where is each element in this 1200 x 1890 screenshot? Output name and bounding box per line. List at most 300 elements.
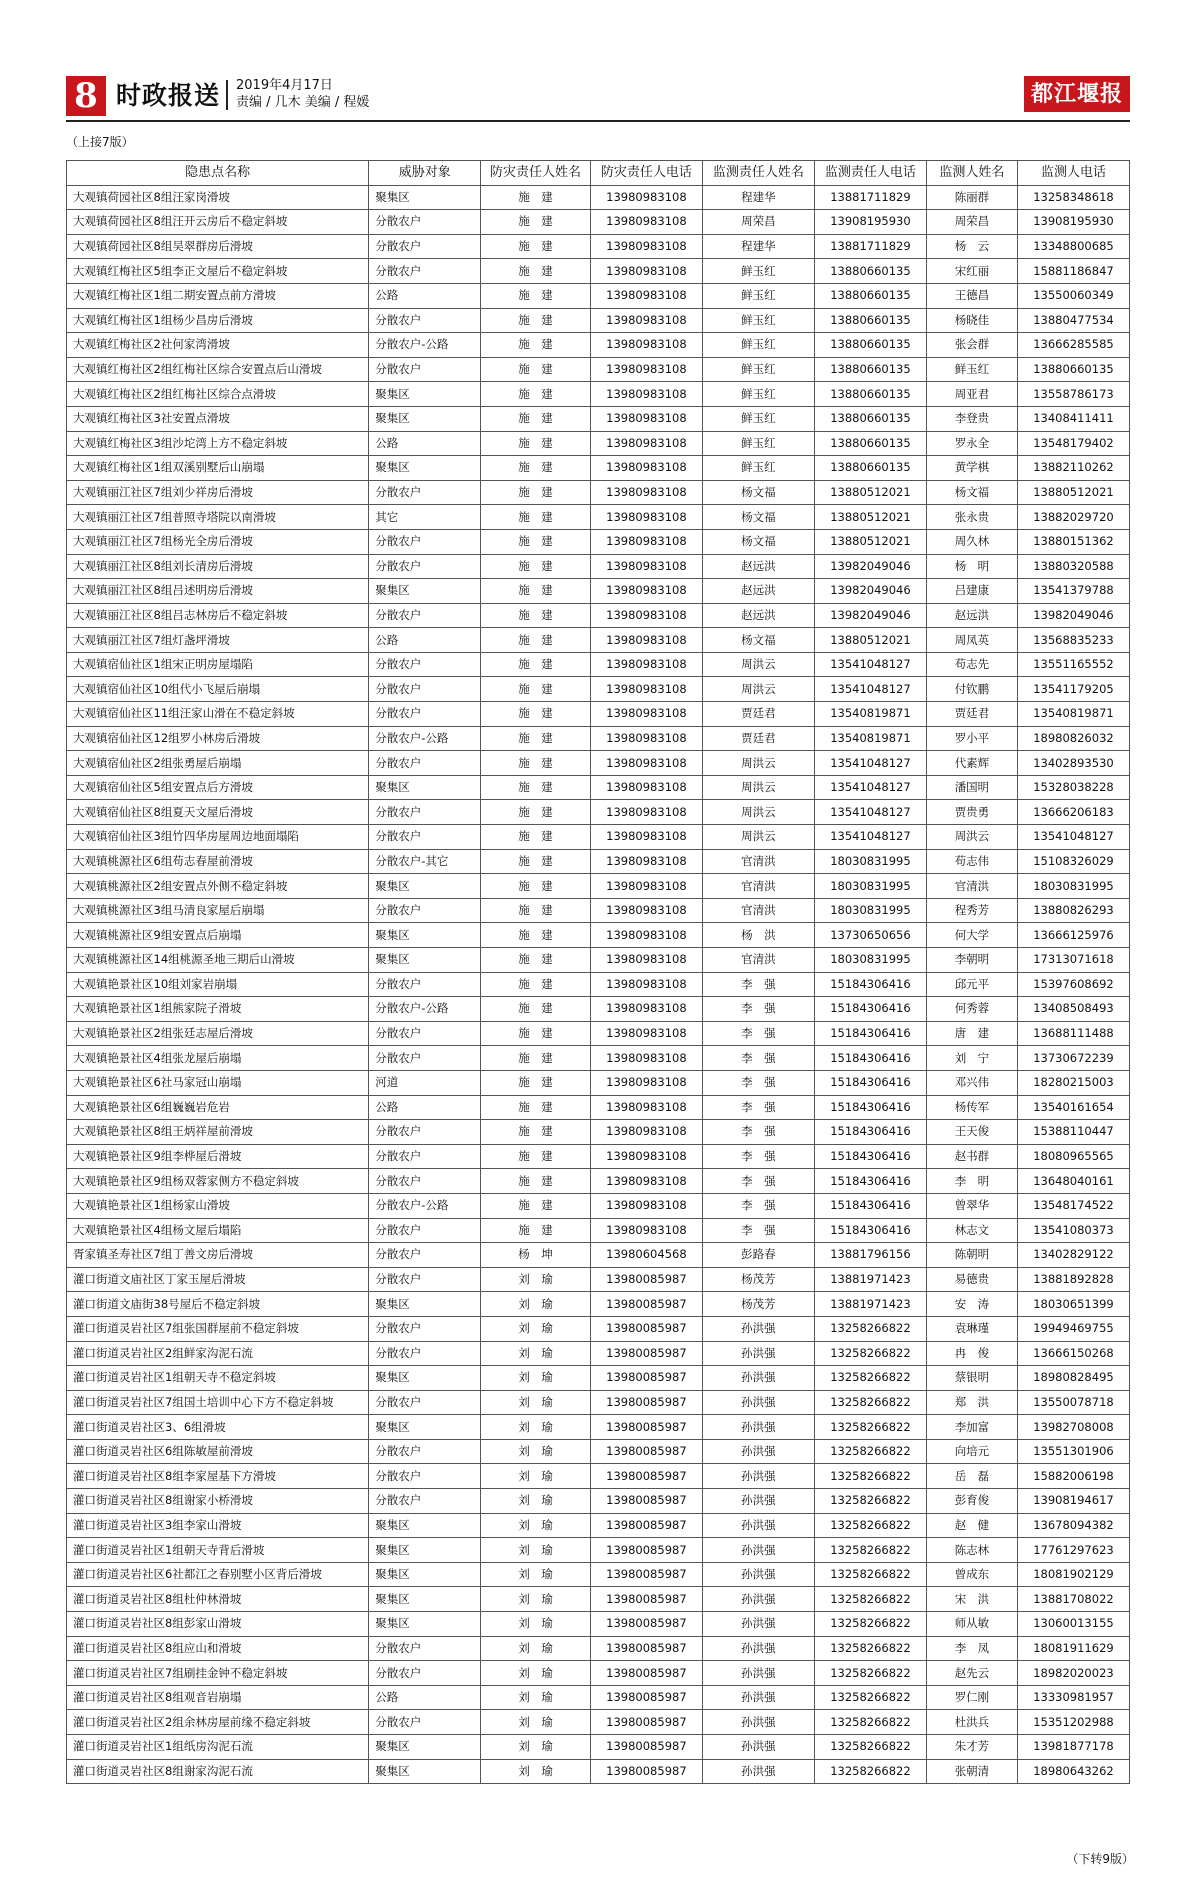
disaster-lead-phone-cell: 13980983108 (590, 1193, 702, 1218)
hazard-name-cell: 大观镇荷园社区8组汪家岗滑坡 (67, 185, 369, 210)
disaster-lead-name-cell: 刘 瑜 (481, 1513, 591, 1538)
monitor-lead-name-cell: 官清洪 (702, 874, 814, 899)
disaster-lead-phone-cell: 13980085987 (590, 1587, 702, 1612)
table-row (67, 554, 1130, 579)
monitor-name-cell: 贾廷君 (926, 702, 1017, 727)
disaster-lead-name-cell: 施 建 (481, 283, 591, 308)
monitor-phone-cell: 13348800685 (1017, 234, 1129, 259)
monitor-lead-phone-cell: 15184306416 (814, 1169, 926, 1194)
threat-target-cell: 分散农户 (369, 1243, 481, 1268)
monitor-phone-cell: 15882006198 (1017, 1464, 1129, 1489)
hazard-name-cell: 大观镇艳景社区10组刘家岩崩塌 (67, 972, 369, 997)
table-row (67, 972, 1130, 997)
table-row (67, 948, 1130, 973)
disaster-lead-phone-cell: 13980983108 (590, 1218, 702, 1243)
monitor-lead-phone-cell: 13982049046 (814, 554, 926, 579)
threat-target-cell: 分散农户 (369, 603, 481, 628)
monitor-lead-name-cell: 鲜玉红 (702, 333, 814, 358)
table-row (67, 1267, 1130, 1292)
disaster-lead-name-cell: 刘 瑜 (481, 1464, 591, 1489)
threat-target-cell: 分散农户 (369, 1710, 481, 1735)
table-row (67, 702, 1130, 727)
disaster-lead-name-cell: 刘 瑜 (481, 1366, 591, 1391)
monitor-lead-phone-cell: 13258266822 (814, 1341, 926, 1366)
threat-target-cell: 聚集区 (369, 923, 481, 948)
hazard-name-cell: 大观镇艳景社区8组王炳祥屋前滑坡 (67, 1120, 369, 1145)
threat-target-cell: 聚集区 (369, 406, 481, 431)
table-header-row (67, 161, 1130, 186)
table-row (67, 1636, 1130, 1661)
monitor-lead-name-cell: 鲜玉红 (702, 283, 814, 308)
disaster-lead-name-cell: 施 建 (481, 1046, 591, 1071)
monitor-name-cell: 宋 洪 (926, 1587, 1017, 1612)
hazard-name-cell: 灌口街道灵岩社区3组李家山滑坡 (67, 1513, 369, 1538)
monitor-lead-name-cell: 孙洪强 (702, 1489, 814, 1514)
monitor-lead-phone-cell: 13258266822 (814, 1390, 926, 1415)
threat-target-cell: 其它 (369, 505, 481, 530)
table-row (67, 997, 1130, 1022)
monitor-phone-cell: 13258348618 (1017, 185, 1129, 210)
table-row (67, 1120, 1130, 1145)
monitor-lead-name-cell: 周洪云 (702, 825, 814, 850)
disaster-lead-name-cell: 杨 坤 (481, 1243, 591, 1268)
disaster-lead-phone-cell: 13980983108 (590, 849, 702, 874)
monitor-lead-name-cell: 孙洪强 (702, 1464, 814, 1489)
table-row (67, 529, 1130, 554)
table-row (67, 1021, 1130, 1046)
disaster-lead-phone-cell: 13980085987 (590, 1489, 702, 1514)
disaster-lead-phone-cell: 13980085987 (590, 1316, 702, 1341)
disaster-lead-phone-cell: 13980983108 (590, 357, 702, 382)
threat-target-cell: 分散农户 (369, 677, 481, 702)
monitor-lead-name-cell: 杨 洪 (702, 923, 814, 948)
table-row (67, 1489, 1130, 1514)
monitor-lead-phone-cell: 13880512021 (814, 480, 926, 505)
disaster-lead-name-cell: 刘 瑜 (481, 1489, 591, 1514)
disaster-lead-phone-cell: 13980983108 (590, 456, 702, 481)
monitor-phone-cell: 13908194617 (1017, 1489, 1129, 1514)
monitor-lead-phone-cell: 15184306416 (814, 1144, 926, 1169)
monitor-lead-phone-cell: 13881971423 (814, 1267, 926, 1292)
table-row (67, 1513, 1130, 1538)
hazard-name-cell: 大观镇红梅社区1组杨少昌房后滑坡 (67, 308, 369, 333)
monitor-phone-cell: 13882110262 (1017, 456, 1129, 481)
hazard-name-cell: 大观镇桃源社区3组马清良家屋后崩塌 (67, 898, 369, 923)
monitor-name-cell: 安 涛 (926, 1292, 1017, 1317)
monitor-lead-name-cell: 赵远洪 (702, 554, 814, 579)
disaster-lead-name-cell: 刘 瑜 (481, 1612, 591, 1637)
monitor-lead-name-cell: 孙洪强 (702, 1316, 814, 1341)
monitor-name-cell: 岳 磊 (926, 1464, 1017, 1489)
hazard-name-cell: 大观镇红梅社区1组二期安置点前方滑坡 (67, 283, 369, 308)
disaster-lead-name-cell: 刘 瑜 (481, 1415, 591, 1440)
monitor-lead-phone-cell: 13982049046 (814, 603, 926, 628)
monitor-name-cell: 黄学棋 (926, 456, 1017, 481)
monitor-lead-name-cell: 贾廷君 (702, 726, 814, 751)
monitor-name-cell: 程秀芳 (926, 898, 1017, 923)
disaster-lead-name-cell: 施 建 (481, 849, 591, 874)
monitor-phone-cell: 13881892828 (1017, 1267, 1129, 1292)
hazard-name-cell: 灌口街道灵岩社区8组观音岩崩塌 (67, 1685, 369, 1710)
monitor-lead-name-cell: 程建华 (702, 234, 814, 259)
threat-target-cell: 聚集区 (369, 456, 481, 481)
disaster-lead-phone-cell: 13980085987 (590, 1366, 702, 1391)
monitor-name-cell: 唐 建 (926, 1021, 1017, 1046)
monitor-lead-phone-cell: 13880660135 (814, 456, 926, 481)
threat-target-cell: 分散农户 (369, 234, 481, 259)
table-row (67, 1070, 1130, 1095)
monitor-lead-name-cell: 孙洪强 (702, 1366, 814, 1391)
monitor-name-cell: 陈志林 (926, 1538, 1017, 1563)
disaster-lead-phone-cell: 13980085987 (590, 1513, 702, 1538)
table-row (67, 1366, 1130, 1391)
monitor-name-cell: 曾成东 (926, 1562, 1017, 1587)
hazard-name-cell: 大观镇丽江社区7组刘少祥房后滑坡 (67, 480, 369, 505)
monitor-lead-phone-cell: 13540819871 (814, 702, 926, 727)
monitor-lead-name-cell: 周洪云 (702, 677, 814, 702)
threat-target-cell: 聚集区 (369, 1538, 481, 1563)
disaster-lead-name-cell: 施 建 (481, 406, 591, 431)
monitor-phone-cell: 13408508493 (1017, 997, 1129, 1022)
monitor-lead-phone-cell: 18030831995 (814, 874, 926, 899)
table-row (67, 726, 1130, 751)
threat-target-cell: 公路 (369, 283, 481, 308)
column-header: 监测责任人姓名 (702, 161, 814, 186)
table-row (67, 923, 1130, 948)
disaster-lead-name-cell: 施 建 (481, 948, 591, 973)
table-row (67, 1661, 1130, 1686)
monitor-lead-phone-cell: 13258266822 (814, 1636, 926, 1661)
disaster-lead-name-cell: 施 建 (481, 1021, 591, 1046)
disaster-lead-name-cell: 施 建 (481, 702, 591, 727)
monitor-phone-cell: 13880151362 (1017, 529, 1129, 554)
monitor-phone-cell: 13541379788 (1017, 579, 1129, 604)
monitor-phone-cell: 13402829122 (1017, 1243, 1129, 1268)
disaster-lead-phone-cell: 13980983108 (590, 1120, 702, 1145)
monitor-lead-name-cell: 孙洪强 (702, 1341, 814, 1366)
monitor-lead-name-cell: 孙洪强 (702, 1759, 814, 1784)
table-row (67, 259, 1130, 284)
table-row (67, 333, 1130, 358)
disaster-lead-name-cell: 施 建 (481, 825, 591, 850)
disaster-lead-name-cell: 施 建 (481, 603, 591, 628)
monitor-phone-cell: 18030651399 (1017, 1292, 1129, 1317)
table-row (67, 1390, 1130, 1415)
table-row (67, 579, 1130, 604)
disaster-lead-phone-cell: 13980983108 (590, 283, 702, 308)
header-meta (236, 77, 369, 111)
monitor-lead-name-cell: 杨文福 (702, 529, 814, 554)
hazard-name-cell: 大观镇桃源社区6组苟志春屋前滑坡 (67, 849, 369, 874)
table-row (67, 406, 1130, 431)
monitor-lead-name-cell: 彭路春 (702, 1243, 814, 1268)
disaster-lead-phone-cell: 13980085987 (590, 1415, 702, 1440)
hazard-name-cell: 灌口街道灵岩社区8组谢家沟泥石流 (67, 1759, 369, 1784)
monitor-lead-phone-cell: 13880660135 (814, 357, 926, 382)
threat-target-cell: 分散农户 (369, 529, 481, 554)
disaster-lead-name-cell: 施 建 (481, 234, 591, 259)
monitor-name-cell: 贾贵勇 (926, 800, 1017, 825)
hazard-name-cell: 大观镇红梅社区5组李正文屋后不稳定斜坡 (67, 259, 369, 284)
monitor-lead-name-cell: 孙洪强 (702, 1685, 814, 1710)
monitor-lead-name-cell: 李 强 (702, 1193, 814, 1218)
monitor-lead-name-cell: 孙洪强 (702, 1415, 814, 1440)
table-row (67, 1735, 1130, 1760)
threat-target-cell: 聚集区 (369, 1759, 481, 1784)
disaster-lead-phone-cell: 13980983108 (590, 726, 702, 751)
disaster-lead-phone-cell: 13980085987 (590, 1292, 702, 1317)
monitor-lead-name-cell: 杨茂芳 (702, 1292, 814, 1317)
threat-target-cell: 分散农户 (369, 1120, 481, 1145)
monitor-lead-phone-cell: 13258266822 (814, 1562, 926, 1587)
monitor-name-cell: 杨 云 (926, 234, 1017, 259)
monitor-phone-cell: 13880512021 (1017, 480, 1129, 505)
disaster-lead-phone-cell: 13980085987 (590, 1735, 702, 1760)
disaster-lead-phone-cell: 13980983108 (590, 382, 702, 407)
monitor-name-cell: 周荣昌 (926, 210, 1017, 235)
monitor-phone-cell: 13880660135 (1017, 357, 1129, 382)
disaster-lead-name-cell: 刘 瑜 (481, 1341, 591, 1366)
table-row (67, 283, 1130, 308)
monitor-name-cell: 张永贵 (926, 505, 1017, 530)
monitor-lead-name-cell: 李 强 (702, 1218, 814, 1243)
monitor-lead-phone-cell: 13258266822 (814, 1538, 926, 1563)
monitor-name-cell: 吕建康 (926, 579, 1017, 604)
monitor-lead-phone-cell: 13258266822 (814, 1710, 926, 1735)
monitor-lead-phone-cell: 15184306416 (814, 1218, 926, 1243)
threat-target-cell: 公路 (369, 628, 481, 653)
hazard-name-cell: 大观镇宿仙社区11组汪家山滑在不稳定斜坡 (67, 702, 369, 727)
disaster-lead-name-cell: 施 建 (481, 357, 591, 382)
monitor-lead-phone-cell: 15184306416 (814, 1046, 926, 1071)
hazard-name-cell: 灌口街道灵岩社区7组国土培训中心下方不稳定斜坡 (67, 1390, 369, 1415)
monitor-lead-phone-cell: 13880512021 (814, 529, 926, 554)
threat-target-cell: 河道 (369, 1070, 481, 1095)
monitor-phone-cell: 13330981957 (1017, 1685, 1129, 1710)
monitor-lead-name-cell: 官清洪 (702, 849, 814, 874)
threat-target-cell: 分散农户 (369, 1144, 481, 1169)
threat-target-cell: 分散农户 (369, 972, 481, 997)
monitor-name-cell: 罗永全 (926, 431, 1017, 456)
hazard-name-cell: 灌口街道灵岩社区8组应山和滑坡 (67, 1636, 369, 1661)
hazard-name-cell: 大观镇宿仙社区8组夏天文屋后滑坡 (67, 800, 369, 825)
disaster-lead-phone-cell: 13980983108 (590, 554, 702, 579)
monitor-lead-name-cell: 周洪云 (702, 800, 814, 825)
monitor-phone-cell: 13540819871 (1017, 702, 1129, 727)
threat-target-cell: 分散农户 (369, 1341, 481, 1366)
hazard-name-cell: 大观镇荷园社区8组汪开云房后不稳定斜坡 (67, 210, 369, 235)
disaster-lead-phone-cell: 13980085987 (590, 1267, 702, 1292)
monitor-name-cell: 易德贵 (926, 1267, 1017, 1292)
disaster-lead-phone-cell: 13980983108 (590, 775, 702, 800)
column-header: 隐患点名称 (67, 161, 369, 186)
disaster-lead-name-cell: 施 建 (481, 308, 591, 333)
hazard-name-cell: 灌口街道灵岩社区1组朝天寺背后滑坡 (67, 1538, 369, 1563)
monitor-phone-cell: 18030831995 (1017, 874, 1129, 899)
hazard-name-cell: 大观镇丽江社区8组吕述明房后滑坡 (67, 579, 369, 604)
table-row (67, 431, 1130, 456)
monitor-phone-cell: 13880477534 (1017, 308, 1129, 333)
monitor-lead-name-cell: 鲜玉红 (702, 308, 814, 333)
monitor-name-cell: 杨晓佳 (926, 308, 1017, 333)
table-row (67, 1415, 1130, 1440)
disaster-lead-name-cell: 刘 瑜 (481, 1710, 591, 1735)
disaster-lead-name-cell: 施 建 (481, 259, 591, 284)
disaster-lead-phone-cell: 13980085987 (590, 1538, 702, 1563)
disaster-lead-name-cell: 刘 瑜 (481, 1267, 591, 1292)
monitor-lead-name-cell: 鲜玉红 (702, 431, 814, 456)
hazard-name-cell: 灌口街道灵岩社区2组鲜家沟泥石流 (67, 1341, 369, 1366)
disaster-lead-phone-cell: 13980983108 (590, 431, 702, 456)
hazard-name-cell: 灌口街道文庙街38号屋后不稳定斜坡 (67, 1292, 369, 1317)
monitor-name-cell: 彭育俊 (926, 1489, 1017, 1514)
monitor-phone-cell: 18980826032 (1017, 726, 1129, 751)
threat-target-cell: 分散农户-公路 (369, 333, 481, 358)
monitor-lead-phone-cell: 13881971423 (814, 1292, 926, 1317)
newspaper-logo: 都江堰报 (1024, 76, 1130, 112)
monitor-lead-phone-cell: 13730650656 (814, 923, 926, 948)
monitor-name-cell: 朱才芳 (926, 1735, 1017, 1760)
disaster-lead-phone-cell: 13980983108 (590, 898, 702, 923)
hazard-name-cell: 大观镇艳景社区4组杨文屋后塌陷 (67, 1218, 369, 1243)
threat-target-cell: 分散农户 (369, 825, 481, 850)
disaster-lead-name-cell: 施 建 (481, 874, 591, 899)
monitor-lead-phone-cell: 15184306416 (814, 1120, 926, 1145)
monitor-lead-phone-cell: 13258266822 (814, 1661, 926, 1686)
monitor-lead-phone-cell: 13258266822 (814, 1439, 926, 1464)
table-row (67, 1169, 1130, 1194)
monitor-lead-phone-cell: 15184306416 (814, 1095, 926, 1120)
monitor-name-cell: 周久林 (926, 529, 1017, 554)
monitor-name-cell: 付钦鹏 (926, 677, 1017, 702)
disaster-lead-phone-cell: 13980983108 (590, 677, 702, 702)
disaster-lead-phone-cell: 13980085987 (590, 1759, 702, 1784)
monitor-lead-phone-cell: 13982049046 (814, 579, 926, 604)
hazard-name-cell: 胥家镇圣寿社区7组丁善文房后滑坡 (67, 1243, 369, 1268)
hazard-name-cell: 大观镇艳景社区6组巍巍岩危岩 (67, 1095, 369, 1120)
disaster-lead-name-cell: 施 建 (481, 677, 591, 702)
table-row (67, 210, 1130, 235)
table-row (67, 1562, 1130, 1587)
monitor-lead-phone-cell: 15184306416 (814, 997, 926, 1022)
header-rule (66, 120, 1130, 122)
monitor-name-cell: 杨传军 (926, 1095, 1017, 1120)
disaster-lead-name-cell: 施 建 (481, 775, 591, 800)
table-row (67, 1144, 1130, 1169)
monitor-phone-cell: 13678094382 (1017, 1513, 1129, 1538)
monitor-phone-cell: 13908195930 (1017, 210, 1129, 235)
hazard-name-cell: 灌口街道灵岩社区8组杜仲林滑坡 (67, 1587, 369, 1612)
table-row (67, 1464, 1130, 1489)
monitor-name-cell: 王天俊 (926, 1120, 1017, 1145)
threat-target-cell: 分散农户-公路 (369, 997, 481, 1022)
monitor-lead-phone-cell: 13258266822 (814, 1513, 926, 1538)
monitor-phone-cell: 15397608692 (1017, 972, 1129, 997)
monitor-name-cell: 赵远洪 (926, 603, 1017, 628)
monitor-lead-name-cell: 孙洪强 (702, 1562, 814, 1587)
threat-target-cell: 分散农户-公路 (369, 1193, 481, 1218)
monitor-phone-cell: 13548179402 (1017, 431, 1129, 456)
hazard-name-cell: 大观镇艳景社区1组杨家山滑坡 (67, 1193, 369, 1218)
threat-target-cell: 分散农户 (369, 480, 481, 505)
monitor-lead-phone-cell: 15184306416 (814, 1193, 926, 1218)
disaster-lead-phone-cell: 13980085987 (590, 1464, 702, 1489)
monitor-phone-cell: 13568835233 (1017, 628, 1129, 653)
hazard-name-cell: 大观镇丽江社区7组灯盏坪滑坡 (67, 628, 369, 653)
monitor-lead-phone-cell: 13880660135 (814, 283, 926, 308)
monitor-lead-phone-cell: 13258266822 (814, 1759, 926, 1784)
column-header: 监测人姓名 (926, 161, 1017, 186)
monitor-phone-cell: 13548174522 (1017, 1193, 1129, 1218)
disaster-lead-phone-cell: 13980085987 (590, 1341, 702, 1366)
disaster-lead-name-cell: 刘 瑜 (481, 1292, 591, 1317)
monitor-name-cell: 袁琳瑾 (926, 1316, 1017, 1341)
monitor-lead-name-cell: 孙洪强 (702, 1587, 814, 1612)
column-header: 防灾责任人姓名 (481, 161, 591, 186)
threat-target-cell: 分散农户 (369, 1390, 481, 1415)
table-row (67, 1710, 1130, 1735)
page-header (66, 76, 1130, 116)
monitor-lead-name-cell: 鲜玉红 (702, 259, 814, 284)
disaster-lead-phone-cell: 13980983108 (590, 628, 702, 653)
monitor-name-cell: 曾翠华 (926, 1193, 1017, 1218)
monitor-lead-name-cell: 赵远洪 (702, 579, 814, 604)
monitor-lead-phone-cell: 13258266822 (814, 1612, 926, 1637)
disaster-lead-phone-cell: 13980983108 (590, 751, 702, 776)
disaster-lead-name-cell: 施 建 (481, 923, 591, 948)
table-row (67, 185, 1130, 210)
monitor-phone-cell: 13541048127 (1017, 825, 1129, 850)
monitor-name-cell: 冉 俊 (926, 1341, 1017, 1366)
hazard-name-cell: 灌口街道灵岩社区1组纸房沟泥石流 (67, 1735, 369, 1760)
hazard-name-cell: 大观镇宿仙社区2组张勇屋后崩塌 (67, 751, 369, 776)
disaster-lead-name-cell: 施 建 (481, 1169, 591, 1194)
disaster-lead-name-cell: 施 建 (481, 628, 591, 653)
monitor-lead-phone-cell: 13541048127 (814, 825, 926, 850)
monitor-phone-cell: 19949469755 (1017, 1316, 1129, 1341)
monitor-lead-phone-cell: 13880512021 (814, 505, 926, 530)
threat-target-cell: 公路 (369, 1685, 481, 1710)
threat-target-cell: 分散农户 (369, 1169, 481, 1194)
monitor-name-cell: 罗小平 (926, 726, 1017, 751)
threat-target-cell: 分散农户 (369, 308, 481, 333)
monitor-lead-phone-cell: 13258266822 (814, 1735, 926, 1760)
monitor-phone-cell: 18980643262 (1017, 1759, 1129, 1784)
monitor-phone-cell: 13551165552 (1017, 652, 1129, 677)
monitor-phone-cell: 13881708022 (1017, 1587, 1129, 1612)
monitor-phone-cell: 13730672239 (1017, 1046, 1129, 1071)
monitor-name-cell: 杨 明 (926, 554, 1017, 579)
disaster-lead-name-cell: 刘 瑜 (481, 1316, 591, 1341)
monitor-name-cell: 苟志伟 (926, 849, 1017, 874)
threat-target-cell: 聚集区 (369, 1366, 481, 1391)
monitor-lead-phone-cell: 13908195930 (814, 210, 926, 235)
disaster-lead-name-cell: 施 建 (481, 185, 591, 210)
disaster-lead-name-cell: 刘 瑜 (481, 1587, 591, 1612)
monitor-phone-cell: 15328038228 (1017, 775, 1129, 800)
threat-target-cell: 分散农户 (369, 702, 481, 727)
monitor-phone-cell: 13882029720 (1017, 505, 1129, 530)
hazard-name-cell: 大观镇红梅社区3组沙坨湾上方不稳定斜坡 (67, 431, 369, 456)
monitor-lead-name-cell: 杨文福 (702, 480, 814, 505)
disaster-lead-name-cell: 刘 瑜 (481, 1735, 591, 1760)
disaster-lead-name-cell: 施 建 (481, 898, 591, 923)
hazard-name-cell: 大观镇桃源社区9组安置点后崩塌 (67, 923, 369, 948)
monitor-phone-cell: 15388110447 (1017, 1120, 1129, 1145)
monitor-phone-cell: 13666150268 (1017, 1341, 1129, 1366)
monitor-name-cell: 邱元平 (926, 972, 1017, 997)
hazard-name-cell: 灌口街道灵岩社区8组谢家小桥滑坡 (67, 1489, 369, 1514)
